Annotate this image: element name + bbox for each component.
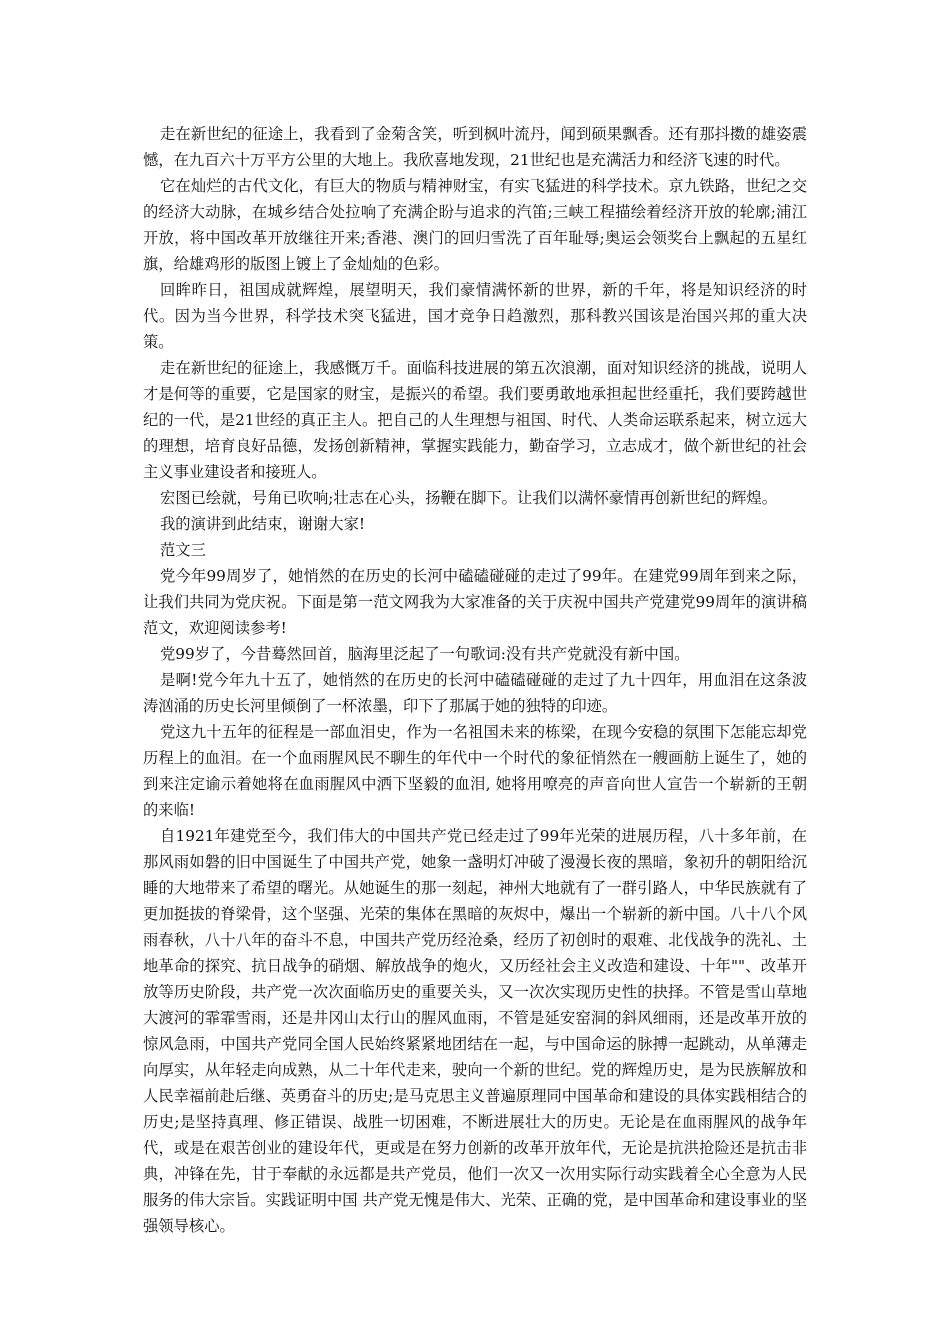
paragraph-12: 自1921年建党至今，我们伟大的中国共产党已经走过了99年光荣的进展历程，八十多年前，在那风雨如磐的旧中国诞生了中国共产党，她象一盏明灯冲破了漫漫长夜的黑暗，象初升的朝阳给沉睡的大地带来了希望的曙光。从她诞生的那一刻起，神州大地就有了一群引路人，中华民族就有了更加挺拔的脊梁骨，这个坚强、光荣的集体在黑暗的灰烬中，爆出一个崭新的新中国。八十八个风雨春秋，八十八年的奋斗不息，中国共产党历经沧桑，经历了初创时的艰难、北伐战争的洗礼、土地革命的探究、抗日战争的硝烟、解放战争的炮火，又历经社会主义改造和建设、十年""、改革开放等历史阶段，共产党一次次面临历史的重要关头，又一次次实现历史性的抉择。不管是雪山草地大渡河的霏霏雪雨，还是井冈山太行山的腥风血雨，不管是延安窑洞的斜风细雨，还是改革开放的惊风急雨，中国共产党同全国人民始终紧紧地团结在一起，与中国命运的脉搏一起跳动，从单薄走向厚实，从年轻走向成熟，从二十年代走来，驶向一个新的世纪。党的辉煌历史，是为民族解放和人民幸福前赴后继、英勇奋斗的历史;是马克思主义普遍原理同中国革命和建设的具体实践相结合的历史;是坚持真理、修正错误、战胜一切困难，不断进展壮大的历史。无论是在血雨腥风的战争年代，或是在艰苦创业的建设年代，更或是在努力创新的改革开放年代，无论是抗洪抢险还是抗击非典，冲锋在先，甘于奉献的永远都是共产党员，他们一次又一次用实际行动实践着全心全意为人民服务的伟大宗旨。实践证明中国 共产党无愧是伟大、光荣、正确的党，是中国革命和建设事业的坚强领导核心。 <box>143 827 807 1235</box>
paragraph-8: 党今年99周岁了，她悄然的在历史的长河中磕磕碰碰的走过了99年。在建党99周年到来之际，让我们共同为党庆祝。下面是第一范文网我为大家准备的关于庆祝中国共产党建党99周年的演讲稿范文，欢迎阅读参考! <box>143 567 807 637</box>
paragraph-5: 宏图已绘就，号角已吹响;壮志在心头，扬鞭在脚下。让我们以满怀豪情再创新世纪的辉煌。 <box>160 489 778 507</box>
section-heading: 范文三 <box>160 541 206 559</box>
paragraph-10: 是啊!党今年九十五了，她悄然的在历史的长河中磕磕碰碰的走过了九十四年，用血泪在这条波涛汹涌的历史长河里倾倒了一杯浓墨，印下了那属于她的独特的印迹。 <box>143 671 807 715</box>
paragraph-9: 党99岁了，今昔蓦然回首，脑海里泛起了一句歌词:没有共产党就没有新中国。 <box>160 645 690 663</box>
paragraph-2: 它在灿烂的古代文化，有巨大的物质与精神财宝，有实飞猛进的科学技术。京九铁路，世纪之交的经济大动脉，在城乡结合处拉响了充满企盼与追求的汽笛;三峡工程描绘着经济开放的轮廓;浦江开放，将中国改革开放继往开来;香港、澳门的回归雪洗了百年耻辱;奥运会领奖台上飘起的五星红旗，给雄鸡形的版图上镀上了金灿灿的色彩。 <box>143 177 807 273</box>
document-body <box>143 121 807 1239</box>
paragraph-3: 回眸昨日，祖国成就辉煌，展望明天，我们豪情满怀新的世界，新的千年，将是知识经济的时代。因为当今世界，科学技术突飞猛进，国才竞争日趋激烈，那科教兴国该是治国兴邦的重大决策。 <box>143 281 807 351</box>
paragraph-1: 走在新世纪的征途上，我看到了金菊含笑，听到枫叶流丹，闻到硕果飘香。还有那抖擞的雄姿震憾，在九百六十万平方公里的大地上。我欣喜地发现，21世纪也是充满活力和经济飞速的时代。 <box>143 125 807 169</box>
paragraph-4: 走在新世纪的征途上，我感慨万千。面临科技进展的第五次浪潮，面对知识经济的挑战，说明人才是何等的重要，它是国家的财宝，是振兴的希望。我们要勇敢地承担起世经重托，我们要跨越世纪的一代，是21世经的真正主人。把自己的人生理想与祖国、时代、人类命运联系起来，树立远大的理想，培育良好品德，发扬创新精神，掌握实践能力，勤奋学习，立志成才，做个新世纪的社会主义事业建设者和接班人。 <box>143 359 807 481</box>
paragraph-6: 我的演讲到此结束，谢谢大家! <box>160 515 366 533</box>
paragraph-11: 党这九十五年的征程是一部血泪史，作为一名祖国未来的栋梁，在现今安稳的氛围下怎能忘却党历程上的血泪。在一个血雨腥风民不聊生的年代中一个时代的象征悄然在一艘画舫上诞生了，她的到来注定谕示着她将在血雨腥风中洒下坚毅的血泪, 她将用嘹亮的声音向世人宣告一个崭新的王朝的来临! <box>143 723 807 819</box>
